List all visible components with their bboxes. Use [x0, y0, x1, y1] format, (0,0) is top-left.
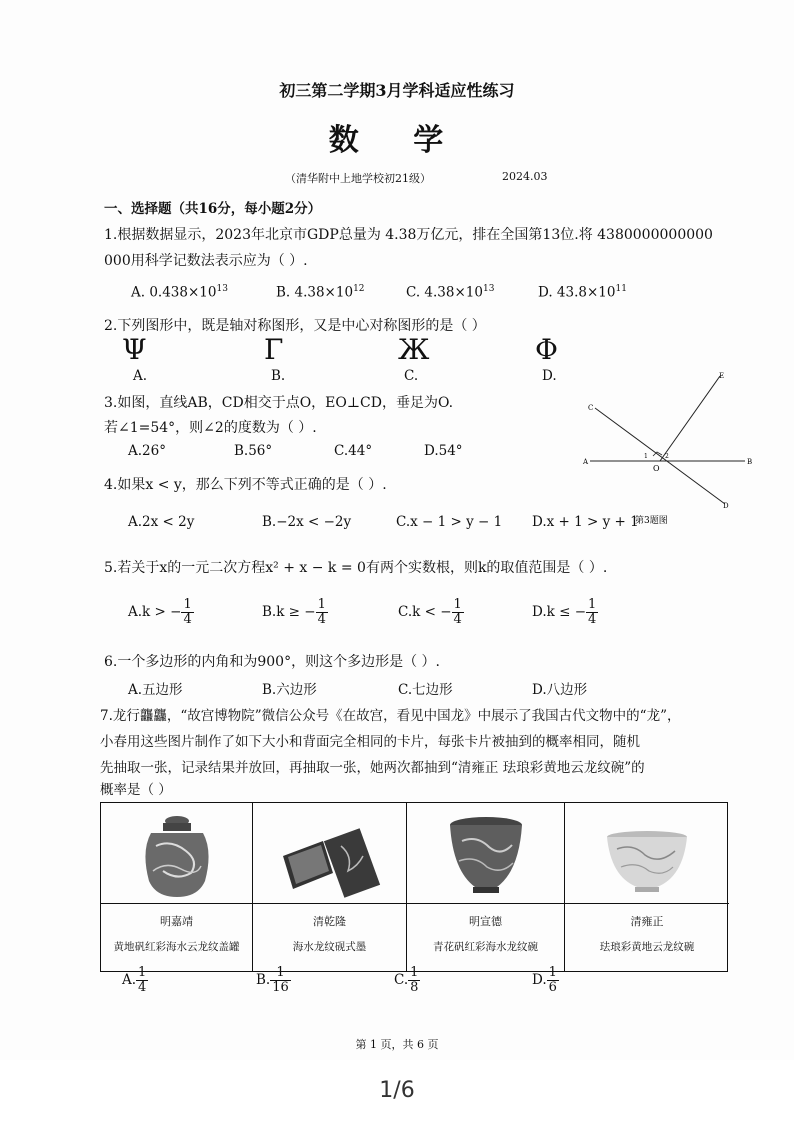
label-c: C	[588, 404, 594, 412]
q3-text-line1: 3.如图，直线AB，CD相交于点O，EO⊥CD，垂足为O.	[104, 395, 454, 411]
card-2-dynasty: 清乾隆	[313, 915, 346, 928]
bowl-image-xuande	[417, 811, 555, 899]
label-e: E	[719, 372, 725, 380]
q3-figure	[575, 368, 765, 538]
q6-option-d: D.八边形	[532, 682, 588, 698]
subject-title: 数 学	[328, 123, 466, 158]
q3-option-b: B.56°	[234, 443, 273, 459]
q1-option-c: C. $4.38\times 10^{13}$	[406, 284, 495, 301]
card-3-name: 青花矾红彩海水龙纹碗	[433, 941, 538, 953]
q2-label-b: B.	[271, 368, 286, 384]
card-2-name: 海水龙纹砚式墨	[292, 941, 367, 953]
label-d: D	[723, 502, 729, 510]
q7-text-line3: 先抽取一张，记录结果并放回，再抽取一张，她两次都抽到“清雍正 珐琅彩黄地云龙纹碗”的	[100, 760, 645, 776]
q7-option-d: D. $\frac{1}{6}$	[532, 965, 557, 995]
q2-text: 2.下列图形中，既是轴对称图形，又是中心对称图形的是（ ）	[104, 318, 486, 334]
q6-option-a: A.五边形	[128, 682, 183, 698]
q3-figure-caption: 第3题图	[635, 516, 668, 526]
gamma-symbol: Γ	[264, 333, 284, 366]
q4-option-a: A.2x < 2y	[128, 514, 195, 530]
card-4-name: 珐琅彩黄地云龙纹碗	[599, 941, 695, 953]
card-4-dynasty: 清雍正	[630, 915, 664, 928]
viewer-page-indicator: 1/6	[379, 1078, 415, 1103]
ray-eo	[660, 376, 720, 461]
q1-text-line1: 1.根据数据显示，2023年北京市GDP总量为 4.38万亿元，排在全国第13位.将 4380000000000	[104, 227, 713, 243]
q7-text-line4: 概率是（ ）	[100, 782, 172, 798]
q1-option-a: A. $0.438\times 10^{13}$	[131, 284, 228, 301]
q4-option-c: C.x − 1 > y − 1	[396, 514, 503, 530]
phi-symbol: Φ	[535, 333, 558, 366]
q4-option-d: D.x + 1 > y + 1	[532, 514, 639, 530]
q5-option-d: D.k ≤ − $\frac{1}{4}$	[532, 597, 597, 627]
card-1-dynasty: 明嘉靖	[160, 915, 193, 928]
card-3	[407, 803, 565, 971]
label-angle-1: 1	[644, 453, 648, 460]
q7-text-line1: 7.龙行龘龘，“故宫博物院”微信公众号《在故宫，看见中国龙》中展示了我国古代文物中的“龙”，	[100, 708, 681, 724]
bowl-image-yongzheng	[575, 811, 719, 899]
artifact-card-table	[100, 802, 728, 972]
card-1	[101, 803, 253, 971]
q2-label-a: A.	[133, 368, 148, 384]
q4-option-b: B.−2x < −2y	[262, 514, 352, 530]
card-2	[253, 803, 407, 971]
q3-option-a: A.26°	[128, 443, 166, 459]
q7-option-c: C. $\frac{1}{8}$	[394, 965, 419, 995]
card-3-dynasty: 明宣德	[469, 915, 502, 928]
q6-option-c: C.七边形	[398, 682, 453, 698]
q1-option-b: B. $4.38\times 10^{12}$	[276, 284, 365, 301]
line-cd	[595, 408, 725, 504]
q2-label-c: C.	[404, 368, 419, 384]
label-o: O	[653, 464, 660, 473]
q5-option-b: B.k ≥ − $\frac{1}{4}$	[262, 597, 326, 627]
q1-text-line2: 000用科学记数法表示应为（ ）.	[104, 253, 308, 269]
q5-option-a: A.k > − $\frac{1}{4}$	[128, 597, 192, 627]
card-1-name: 黄地矾红彩海水云龙纹盖罐	[113, 941, 240, 953]
label-a: A	[583, 458, 589, 466]
card-4	[565, 803, 729, 971]
label-b: B	[747, 458, 753, 466]
psi-symbol: Ψ	[122, 333, 147, 366]
q2-label-d: D.	[542, 368, 557, 384]
q7-option-b: B. $\frac{1}{16}$	[256, 965, 289, 995]
exam-title: 初三第二学期3月学科适应性练习	[279, 81, 515, 100]
q3-text-line2: 若∠1=54°，则∠2的度数为（ ）.	[104, 420, 317, 436]
q7-text-line2: 小春用这些图片制作了如下大小和背面完全相同的卡片，每张卡片被抽到的概率相同，随机	[100, 734, 640, 750]
section-heading: 一、选择题（共16分，每小题2分）	[104, 201, 322, 217]
jar-image	[111, 811, 243, 899]
school-name: （清华附中上地学校初21级）	[285, 172, 431, 185]
page-footer: 第 1 页，共 6 页	[355, 1038, 439, 1051]
inkstick-image	[263, 811, 397, 899]
label-angle-2: 2	[665, 453, 669, 460]
q7-option-a: A. $\frac{1}{4}$	[122, 965, 147, 995]
q5-option-c: C.k < − $\frac{1}{4}$	[398, 597, 462, 627]
q6-text: 6.一个多边形的内角和为900°，则这个多边形是（ ）.	[104, 654, 440, 670]
q6-option-b: B.六边形	[262, 682, 317, 698]
zhe-symbol: Ж	[398, 333, 430, 366]
q4-text: 4.如果x < y，那么下列不等式正确的是（ ）.	[104, 477, 387, 493]
q1-option-d: D. $43.8\times 10^{11}$	[538, 284, 627, 301]
q3-option-d: D.54°	[424, 443, 463, 459]
q3-option-c: C.44°	[334, 443, 373, 459]
exam-date: 2024.03	[502, 170, 548, 183]
q5-text: 5.若关于x的一元二次方程x² + x − k = 0有两个实数根，则k的取值范围是（ ）.	[104, 560, 608, 576]
